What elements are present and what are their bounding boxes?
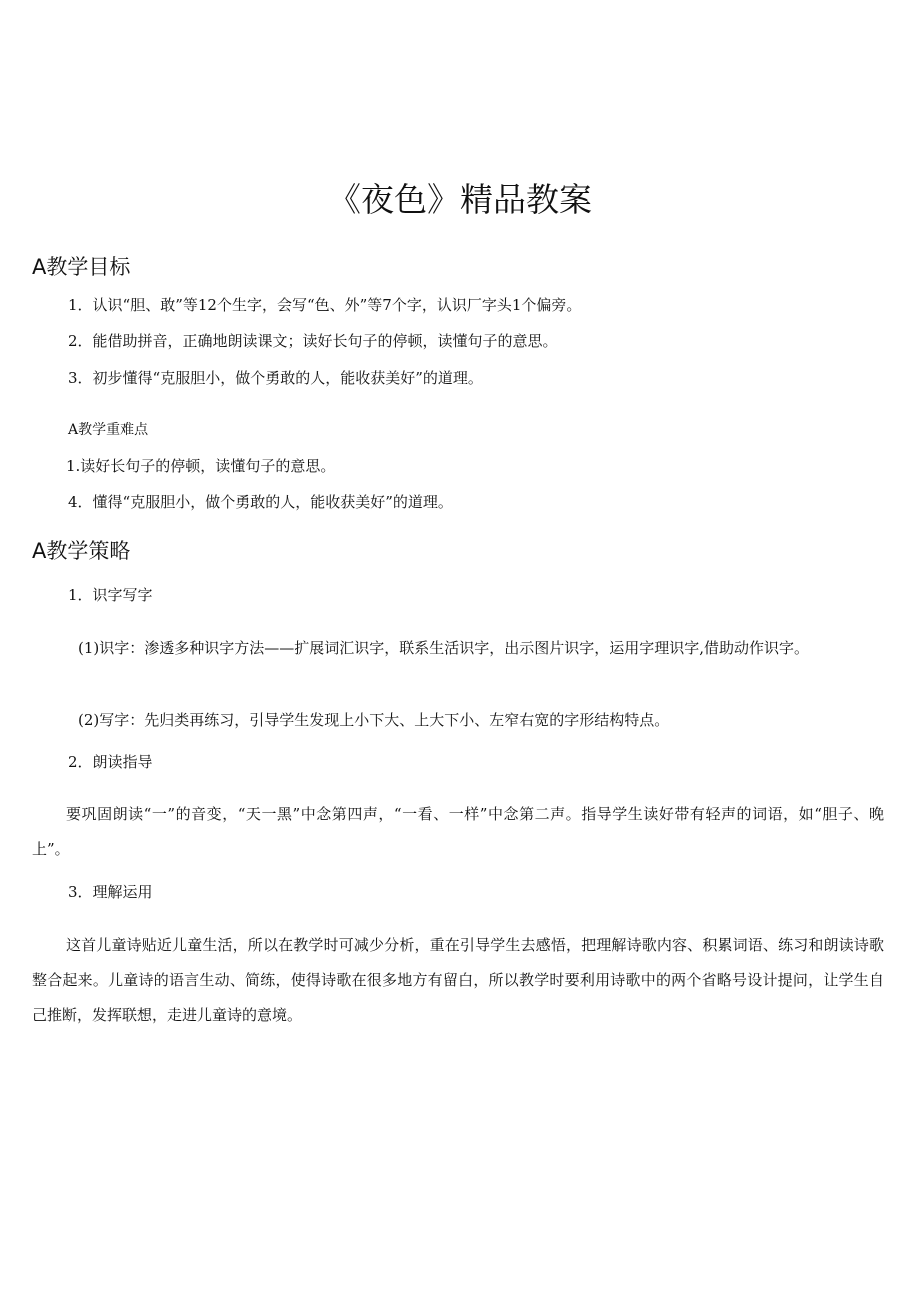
strategy-3-paragraph-1: 这首儿童诗贴近儿童生活，所以在教学时可减少分析，重在引导学生去感悟，把理解诗歌内容、积累词语、练习和朗读诗歌整合起来。儿童诗的语言生动、简练，使得诗歌在很多地方有留白，所以教学时要利用诗歌中的两个省略号设计提问，让学生自己推断，发挥联想，走进儿童诗的意境。 [32, 936, 884, 1024]
strategy-subtitle-3: 3．理解运用 [68, 883, 153, 901]
goal-item-1: 1．认识“胆、敢”等12个生字，会写“色、外”等7个字，认识厂字头1个偏旁。 [68, 296, 582, 314]
difficulty-item-1: 1.读好长句子的停顿，读懂句子的意思。 [66, 457, 336, 475]
goal-item-3: 3．初步懂得“克服胆小，做个勇敢的人，能收获美好”的道理。 [68, 369, 483, 387]
document-title: 《夜色》精品教案 [328, 180, 592, 219]
strategy-1-paragraph-1: (1)识字：渗透多种识字方法——扩展词汇识字，联系生活识字，出示图片识字，运用字理识字,借助动作识字。 [78, 639, 810, 657]
strategy-subtitle-1: 1．识字写字 [68, 586, 153, 604]
strategy-subtitle-2: 2．朗读指导 [68, 753, 153, 771]
section-heading-teaching-goals: A教学目标 [32, 255, 131, 279]
strategy-1-paragraph-2: (2)写字：先归类再练习，引导学生发现上小下大、上大下小、左窄右宽的字形结构特点。 [78, 711, 670, 729]
section-heading-teaching-strategy: A教学策略 [32, 539, 131, 563]
goal-item-2: 2．能借助拼音，正确地朗读课文；读好长句子的停顿，读懂句子的意思。 [68, 332, 558, 350]
strategy-2-paragraph-1: 要巩固朗读“一”的音变，“天一黑”中念第四声，“一看、一样”中念第二声。指导学生读好带有轻声的词语，如“胆子、晚上”。 [32, 805, 884, 858]
difficulty-item-2: 4．懂得“克服胆小，做个勇敢的人，能收获美好”的道理。 [68, 493, 453, 511]
section-heading-key-difficulties: A教学重难点 [68, 422, 149, 438]
